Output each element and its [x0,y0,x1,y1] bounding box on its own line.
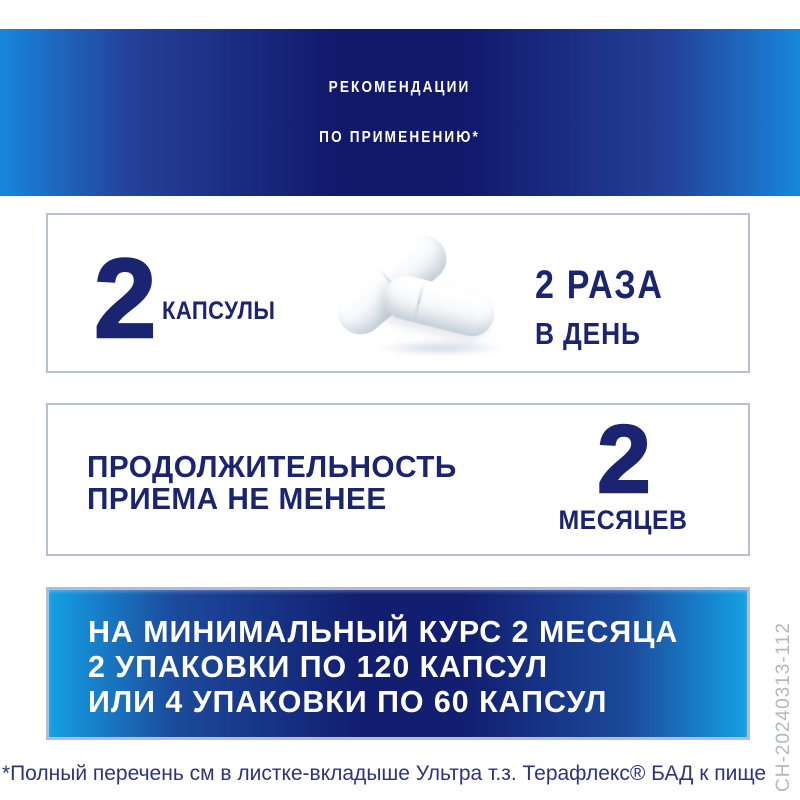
capsule-lying [379,271,498,341]
dose-frequency-line2: В ДЕНЬ [535,316,641,351]
capsules-image [333,231,563,359]
dose-card [46,213,750,373]
page-title-line1: РЕКОМЕНДАЦИИ [329,78,471,96]
course-line1: НА МИНИМАЛЬНЫЙ КУРС 2 МЕСЯЦА [88,614,679,649]
page-title-line2: ПО ПРИМЕНЕНИЮ* [319,128,481,146]
duration-unit-label: МЕСЯЦЕВ [558,505,688,535]
header-banner [0,29,800,196]
dose-unit-label: КАПСУЛЫ [162,297,276,325]
footnote: *Полный перечень см в листке-вкладыше Ультра т.з. Терафлекс® БАД к пище [1,762,767,785]
duration-label-line2: ПРИЕМА НЕ МЕНЕЕ [87,481,387,516]
dose-frequency [535,263,686,352]
course-card [46,587,750,740]
dose-number: 2 [94,236,155,361]
duration-label [87,451,457,515]
duration-number: 2 [597,406,649,513]
course-line2: 2 УПАКОВКИ ПО 120 КАПСУЛ [88,649,549,684]
duration-label-line1: ПРОДОЛЖИТЕЛЬНОСТЬ [87,449,457,484]
course-line3: ИЛИ 4 УПАКОВКИ ПО 60 КАПСУЛ [88,684,608,719]
dose-frequency-line1: 2 РАЗА [535,263,664,307]
duration-value [528,406,718,536]
page-title [320,63,481,163]
duration-card [46,403,750,556]
capsule-shadow [353,337,528,359]
approval-code: CH-20240313-112 [773,622,794,792]
